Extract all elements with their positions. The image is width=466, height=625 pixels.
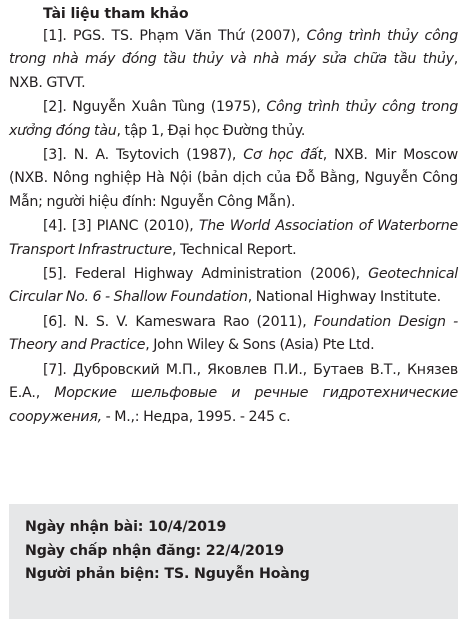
reference-details: , National Highway Institute. [247,289,441,306]
reference-details: , NXB. Mir Moscow (NXB. Nông nghiệp Hà Nội (bản dịch của Đỗ Bằng, Nguyễn Công Mẫn; người hiệu đính: Nguyễn Công Mẫn). [9,147,459,210]
reference-title: Công trình thủy công trong nhà máy đóng tầu thủy và nhà máy sửa chữa tầu thủy [9,28,459,68]
reference-number: [2]. [43,99,67,116]
publication-info-box [9,504,458,619]
reference-number: [3]. [43,147,67,164]
reference-item-3 [9,144,458,214]
reference-title: Морские шельфовые и речные гидротехнические сооружения, [9,385,458,425]
reference-item-2 [9,96,458,143]
reference-number: [4]. [43,218,67,235]
reference-item-4 [9,215,458,262]
reference-authors: N. S. V. Kameswara Rao (2011), [73,313,307,330]
reference-item-5 [9,263,458,310]
references-heading: Tài liệu tham khảo [43,6,189,22]
reference-authors: PGS. TS. Phạm Văn Thứ (2007), [73,28,301,44]
received-date: Ngày nhận bài: 10/4/2019 [25,519,227,535]
reference-item-6 [9,311,458,358]
reference-authors: Nguyễn Xuân Tùng (1975), [72,99,261,116]
reference-title: Geotechnical Circular No. 6 - Shallow Foundation [9,266,458,306]
reference-authors: [3] PIANC (2010), [71,218,194,235]
reference-item-7 [9,359,458,429]
reference-authors: Дубровский М.П., Яковлев П.И., Бутаев В.Т., Князев Е.А., [9,361,458,402]
reference-details: , Technical Report. [171,241,297,258]
reference-list [9,4,458,429]
reference-number: [6]. [43,313,67,330]
reference-details: - М.,: Недра, 1995. - 245 с. [105,408,291,425]
reference-number: [7]. [43,361,67,378]
reference-details: , tập 1, Đại học Đường thủy. [116,122,306,139]
reference-item-1 [9,25,458,95]
reference-authors: Federal Highway Administration (2006), [74,266,360,283]
reviewer: Người phản biện: TS. Nguyễn Hoàng [25,566,310,582]
reference-title: Công trình thủy công trong xưởng đóng tàu [9,99,458,139]
reference-number: [5]. [43,266,67,283]
reference-details: , NXB. GTVT. [9,51,458,91]
reference-details: , John Wiley & Sons (Asia) Pte Ltd. [145,337,375,354]
reference-title: Foundation Design - Theory and Practice [9,313,458,354]
accepted-date: Ngày chấp nhận đăng: 22/4/2019 [25,542,284,559]
reference-number: [1]. [43,28,67,44]
reference-authors: N. A. Tsytovich (1987), [73,147,237,164]
reference-title: Cơ học đất [243,147,323,164]
reference-title: The World Association of Waterborne Transport Infrastructure [9,218,458,258]
